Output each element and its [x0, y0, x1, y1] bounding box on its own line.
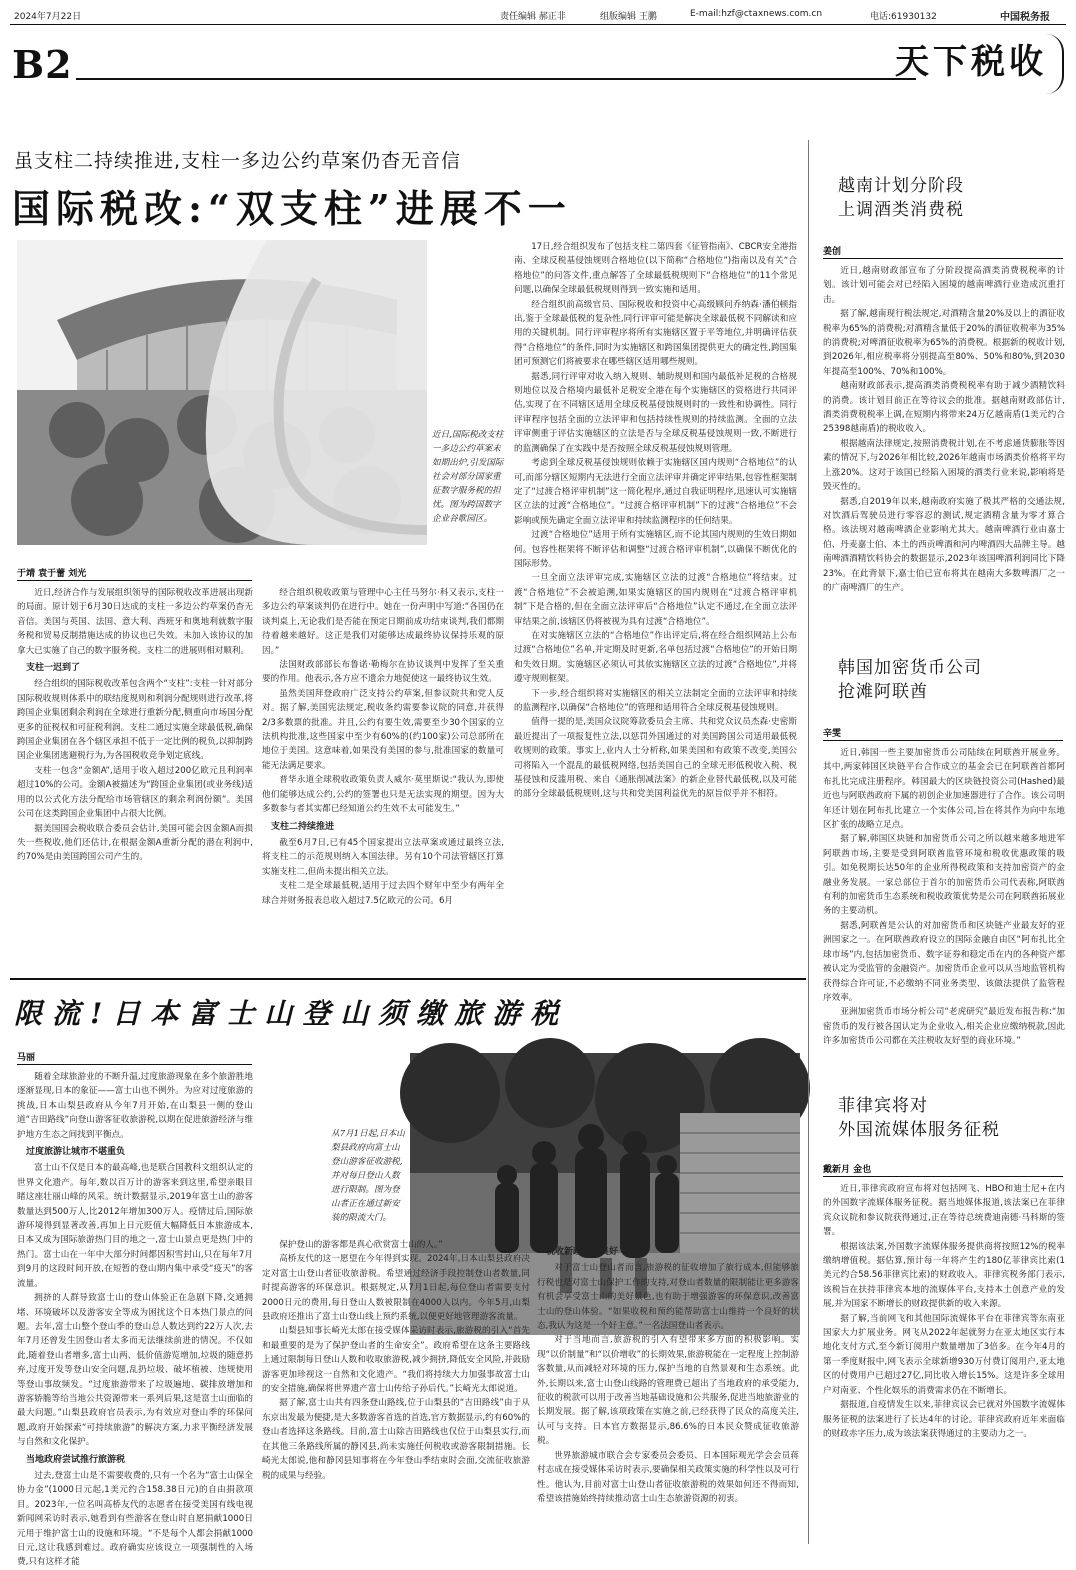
paragraph: 近日,菲律宾政府宣布将对包括网飞、HBO和迪士尼+在内的外国数字流媒体服务征税。据当地媒体报道,该法案已在菲律宾众议院和参议院获得通过,正在等待总统费迪南德·马科斯的签署。: [823, 1184, 1065, 1238]
newspaper-name: 中国税务报: [1000, 12, 1050, 23]
paragraph: 截至6月7日,已有45个国家提出立法草案或通过最终立法,将支柱二的示范规则纳入本国法律。另有10个司法管辖区打算实施支柱二,但尚未提出相关立法。: [262, 837, 504, 877]
paragraph: 近日,越南财政部宣布了分阶段提高酒类消费税税率的计划。该计划可能会对已经陷入困境的越南啤酒行业造成沉重打击。: [823, 266, 1065, 305]
responsible-editor: 责任编辑 郝正非: [500, 12, 566, 22]
sidebar-2-body: [823, 746, 1065, 1076]
article2-column-3: [537, 1242, 799, 1544]
paragraph: 经合组织的国际税收改革包含两个“支柱”:支柱一针对部分国际税收规则体系中的联结度规则和利润分配规则进行改革,将跨国企业集团剩余利润在全球进行重新分配,侧重向市场国分配更多的征税权和可征税利润。支柱二通过实施全球最低税,确保跨国企业集团在各个辖区承担不低于一定比例的税负,以抑制跨国企业集团逃避税行为,为各国税收竞争划定底线。: [17, 679, 253, 762]
paragraph: 拥挤的人群导致富士山的登山体验正在急剧下降,交通拥堵、环境破坏以及游客安全等成为困扰这个日本热门景点的问题。去年,富士山整个登山季的登山总人数达到约22万人次,去年7月还曾发生因登山者太多而无法继续前进的情况。不仅如此,随着登山者增多,富士山两、低价值游览增加,垃圾的随意扔弃,过度开发等登山安全问题,乱扔垃圾、破坏植被、违规使用等登山事故频发。“过度旅游带来了垃圾遍地、碳排放增加和游客娇脆等给当地公共资源带来一系列后果,这是富士山面临的最大问题。”山梨县政府官员表示,为有效应对登山季的环保问题,政府开始探索“可持续旅游”的解决方案,力求平衡经济发展与自然和文化保护。: [17, 1293, 253, 1448]
sidebar-1-title-line2: 上调酒类消费税: [838, 200, 964, 220]
article2-subhead-3: 税收新政收效良好: [546, 1247, 619, 1257]
masthead-rule: [10, 24, 1066, 25]
sidebar-divider: [808, 140, 809, 1544]
section-title: 天下税收: [895, 42, 1047, 82]
paragraph: 过渡“合格地位”适用于所有实施辖区,而不论其国内规则的生效日期如何。包容性框架将不断评估和调整“过渡合格评审机制”,以确保不断优化的国际形势。: [514, 530, 797, 569]
paragraph: 据悉,阿联酋是公认的对加密货币和区块链产业最友好的亚洲国家之一。在阿联酋政府设立的国际金融自由区“阿布扎比全球市场”内,包括加密货币、数字证券和稳定币在内的各种资产都被认定为受监管的金融资产。加密货币企业可以从当地监管机构获得综合许可证,不必缴纳不同业务类型、该做法提供了监管程序效率。: [823, 920, 1065, 1003]
byline-rule: [823, 740, 1063, 741]
paragraph: 据了解,越南现行税法规定,对酒精含量20%及以上的酒征收税率为65%的消费税;对酒精含量低于20%的酒征收税率为35%的消费税;对啤酒征收税率为65%的消费税。根据新的税收计划,到2026年,相应税率将分别提高至80%、50%和80%,到2030年提高至100%、70%和100%。: [823, 309, 1065, 377]
issue-date: 2024年7月22日: [14, 12, 82, 22]
paragraph: 高桥友代的这一愿望在今年得到实现。2024年,日本山梨县政府决定对富士山登山者征收旅游税。希望通过经济手段控制登山者数量,同时提高游客的环保意识。根据规定,从7月1日起,每位登山者需要支付2000日元的费用,每日登山人数被限制在4000人以内。今年5月,山梨县政府还推出了富士山登山线上预约系统,以便更好地管理游客流量。: [262, 1254, 530, 1323]
campus-photo-illustration: [17, 240, 427, 545]
paragraph: 据了解,富士山共有四条登山路线,位于山梨县的“吉田路线”由于从东京出发最为便捷,是大多数游客首选的首选,官方数据显示,约有60%的登山者选择这条路线。目前,富士山除吉田路线也仅位于山梨县实行,而在其他三条路线所属的静冈县,尚未实施任何税收或游客限制措施。长崎光太郎说,他和静冈县知事将在今年登山季结束时会面,交流征收旅游税的成果与经验。: [262, 1398, 530, 1481]
article1-byline: 于靖 袁于蕾 刘光: [17, 569, 87, 579]
sidebar-2-byline: 辛雯: [823, 729, 842, 739]
article1-subhead-2: 支柱二持续推进: [271, 821, 335, 832]
sidebar-3-title-line2: 外国流媒体服务征税: [838, 1120, 1000, 1140]
paragraph: 随着全球旅游业的不断升温,过度旅游现象在多个旅游胜地逐渐显现,日本的象征——富士山也不例外。为应对过度旅游的挑战,日本山梨县政府从今年7月开始,在山梨县一侧的登山道“吉田路线”向登山游客征收旅游税,以期在促进旅游经济与维护地方生态之间找到平衡点。: [17, 1072, 253, 1140]
paragraph: 下一步,经合组织将对实施辖区的相关立法制定全面的立法评审和持续的监测程序,以确保“合格地位”的管理和适用符合全球反税基侵蚀规则。: [514, 688, 797, 713]
byline-rule: [823, 258, 1063, 259]
article2-subhead-2: 当地政府尝试推行旅游税: [26, 1454, 126, 1465]
paragraph: 据了解,当前网飞和其他国际流媒体平台在菲律宾等东南亚国家大力扩展业务。网飞从2022年起就努力在亚太地区实行本地化支付方式,至今新订阅用户数量增加了3倍多。在今年4月的第一季度财报中,网飞表示全球新增930万付费订阅用户,亚太地区的付费用户已超过27亿,同比收入增长15%。这是许多全球用户对南亚、个性化娱乐的消费需求仍在不断增长。: [823, 1313, 1065, 1396]
paragraph: 在对实施辖区立法的“合格地位”作出评定后,将在经合组织网站上公布过渡“合格地位”名单,并定期及时更新,名单包括过渡“合格地位”的开始日期和失效日期。实施辖区必须认可其依实施辖区立法的过渡“合格地位”,并将遵守规则框架。: [514, 630, 797, 685]
article1-headline: 国际税改:“双支柱”进展不一: [12, 186, 572, 231]
article-divider: [10, 978, 806, 980]
paragraph: 对于富士山登山者而言,旅游税的征收增加了旅行成本,但能够旅行税也是对富士山保护工作的支持,对登山者数量的限制能让更多游客有机会享受富士山的美好景色,也有助于增强游客的环保意识,改善富士山的登山体验。“如果收税和预约能帮助富士山维持一个良好的状态,我认为这是一个好主意。”一名法国登山者表示。: [537, 1263, 799, 1332]
paragraph: 支柱一包含“金额A”,适用于收入超过200亿欧元且利润率超过10%的公司。金额A被描述为“跨国企业集团(或业务线)适用的以公式化方法分配给市场管辖区的剩余利润份额”。美国公司在这类跨国企业集团中占很大比例。: [17, 765, 253, 820]
google-campus-photo: [17, 240, 427, 545]
sidebar-3-byline: 戴新月 金也: [823, 1165, 872, 1175]
paragraph: 越南财政部表示,提高酒类消费税税率有助于减少酒精饮料的消费。该计划目前正在等待议会的批准。据越南财政部估计,酒类消费税税率上调,在短期内将带来24万亿越南盾(1美元约合25398越南盾)的税收收入。: [823, 381, 1065, 435]
paragraph: 富士山不仅是日本的最高峰,也是联合国教科文组织认定的世界文化遗产。每年,数以百万计的游客来到这里,希望亲眼目睹这座壮丽山峰的风采。统计数据显示,2019年富士山的游客数量达到500万人,比2012年增加300万人。疫情过后,国际旅游环境得到显著改善,再加上日元贬值大幅降低日本旅游成本,日本又成为国际旅游热门目的地之一,富士山景点更是热门中的热门。富士山在一年中大部分时间都因积雪封山,只在每年7月到9月的这段时间开放,在短暂的登山期内集中承受“疫天”的客流量。: [17, 1163, 253, 1289]
paragraph: 对于当地而言,旅游税的引入有望带来多方面的积极影响。实现“以价制量”和“以价增收”的长期效果,旅游税能在一定程度上控制游客数量,从而减轻对环境的压力,保护当地的自然景观和生态系统。此外,长期以来,富士山登山线路的管理费已超出了当地政府的承受能力,征收的税款可以用于改善当地基础设施和公共服务,促进当地旅游业的长期发展。据了解,该项政策在实施之前,已经获得了民众的高度关注,认可与支持。日本官方数据显示,86.6%的日本民众赞成征收旅游税。: [537, 1335, 799, 1447]
sidebar-1-body: [823, 264, 1065, 636]
article2-subhead-1: 过度旅游让城市不堪重负: [26, 1147, 126, 1158]
editor-email: E-mail:hzf@ctaxnews.com.cn: [690, 9, 823, 19]
paragraph: 一旦全面立法评审完成,实施辖区立法的过渡“合格地位”将结束。过渡“合格地位”不会被追溯,如果实施辖区的国内规则在“过渡合格评审机制”下是合格的,但在全面立法评审后“合格地位”认定不通过,在全面立法评审结果之前,该辖区仍将被视为具有过渡“合格地位”。: [514, 573, 797, 627]
paragraph: 普华永道全球税收政策负责人威尔·莫里斯说:“我认为,即使他们能够达成公约,公约的签署也只是无法实现的期望。因为大多数参与者其实都已经知道公约生效不太可能发生。”: [262, 775, 504, 815]
paragraph: 据了解,韩国区块链和加密货币公司之所以越来越多地进军阿联酋市场,主要是受到阿联酋监管环境和税收优惠政策的吸引。如免税期长达50年的企业所得税政策和支持加密资产的金融业务发展。一家总部位于首尔的加密货币公司代表称,阿联酋有利的加密货币生态系统和税收政策优势是公司在阿联酋拓展业务的主要动机。: [823, 834, 1065, 917]
article1-column-2: [262, 586, 504, 964]
paragraph: 近日,经济合作与发展组织领导的国际税收改革进展出现新的局面。原计划于6月30日达成的支柱一多边公约草案仍杳无音信。美国与英国、法国、意大利、西班牙和奥地利就数字服务税和贸易反制措施达成的协议也已失效。未加入该协议的加拿大已实施了自己的数字服务税。支柱二的进展则相对顺利。: [17, 588, 253, 656]
sidebar-2-title-line2: 抢滩阿联酋: [838, 682, 928, 702]
paragraph: 保护登山的游客都是真心欣赏富士山的人。”: [279, 1240, 443, 1250]
article2-column-1: [17, 1070, 253, 1568]
paragraph: 过去,登富士山是不需要收费的,只有一个名为“富士山保全协力金”(1000日元起,1美元约合158.38日元)的自由捐款项目。2023年,一位名叫高桥友代的志愿者在接受美国有线电视新闻网采访时表示,她看到有些游客在登山时自愿捐献1000日元用于维护富士山的设施和环境。“不是每个人都会捐献1000日元,这让我感到难过。政府确实应该设立一项强制性的入场费,只有这样才能: [17, 1470, 253, 1568]
paragraph: 考虑到全球反税基侵蚀规则依赖于实施辖区国内规则“合格地位”的认可,而部分辖区短期内无法进行全面立法评审并确定评审结果,包容性框架制定了“过渡合格评审机制”这一简化程序,通过自我证明程序,迅速认可实施辖区立法的过渡“合格地位”。“过渡合格评审机制”下的过渡“合格地位”不会影响或预先确定全面立法评审和持续监测程序的任何结果。: [514, 458, 797, 526]
paragraph: 山梨县知事长崎光太郎在接受媒体采访时表示,旅游税的引入“首先和最重要的是为了保护登山者的生命安全”。政府希望在这条主要路线上通过限制每日登山人数和收取旅游税,减少拥挤,降低安全风险,并鼓励游客更加珍视这一自然和文化遗产。“我们将持续大力加强事故富士山的安全措施,确保将世界遗产富士山传给子孙后代。”长崎光太郎说道。: [262, 1326, 530, 1395]
paragraph: 近日,韩国一些主要加密货币公司陆续在阿联酋开展业务。其中,两家韩国区块链平台合作成立的基金会已在阿联酋首都阿布扎比完成注册程序。韩国最大的区块链投资公司(Hashed)最近也与阿联酋政府下属的初创企业加速器进行了合作。该公司明年还计划在阿布扎比建立一个实体公司,旨在将其作为向中东地区扩张的战略立足点。: [823, 748, 1065, 831]
editor-phone: 电话:61930132: [870, 12, 937, 22]
article1-kicker: 虽支柱二持续推进,支柱一多边公约草案仍杳无音信: [14, 150, 462, 172]
paragraph: 支柱二是全球最低税,适用于过去四个财年中至少有两年全球合并财务报表总收入超过7.5亿欧元的公司。6月: [262, 881, 504, 906]
byline-rule: [17, 1064, 252, 1065]
article2-photo-caption: 从7月1日起,日本山梨县政府向富士山登山游客征收游税,并对每日登山人数进行限制。图为登山者正在通过新安装的限流大门。: [331, 1129, 405, 1223]
paragraph: 虽然美国拜登政府广泛支持公约草案,但参议院共和党人反对。据了解,美国宪法规定,税收条约需要参议院的同意,并获得2/3多数票的批准。并且,公约有要生效,需要至少30个国家的立法机构批准,这些国家中至少有60%的(约100家)公司总部所在地位于美国。这意味着,如果没有美国的参与,批准国家的数量可能无法满足要求。: [262, 688, 504, 771]
section-ornament: [1046, 34, 1064, 94]
paragraph: 法国财政部部长布鲁诺·勒梅尔在协议谈判中发挥了至关重要的作用。他表示,各方应不遗余力地促使这一最终协议生效。: [262, 660, 504, 685]
article1-subhead-1: 支柱一迟到了: [26, 663, 81, 674]
paragraph: 根据该法案,外国数字流媒体服务提供商将按照12%的税率缴纳增值税。据估算,预计每一年将产生约180亿菲律宾比索(1美元约合58.56菲律宾比索)的财政收入。菲律宾税务部门表示,该税旨在扶持菲律宾本地的流媒体平台,支持本土创意产业的发展,并为国家不断增长的财政提供新的收入来源。: [823, 1241, 1065, 1310]
sidebar-1-title-line1: 越南计划分阶段: [838, 176, 964, 196]
article1-column-3: [514, 240, 797, 964]
paragraph: 世界旅游城市联合会专家委员会委员、日本国际观光学会会员蒋村志成在接受媒体采访时表示,要确保相关政策实施的科学性以及可行性。他认为,目前对富士山登山者征收旅游税的效果如何还不得而知,希望该措施始终持续推动富士山生态旅游资源的初衷。: [537, 1450, 799, 1504]
sidebar-1-byline: 姜创: [823, 247, 842, 257]
article2-headline: 限流!日本富士山登山须缴旅游税: [14, 997, 569, 1030]
article1-photo-caption: 近日,国际税改支柱一多边公约草案未如期出炉,引发国际社会对部分国家重征数字服务税的担忧。图为跨国数字企业谷歌园区。: [432, 430, 504, 524]
paragraph: 根据越南法律规定,按照消费税计划,在不考虑通货膨胀等因素的情况下,与2026年相比较,2026年越南市场酒类价格将平均上涨20%。这对于该国已经陷入困境的酒类行业来说,影响将是毁灭性的。: [823, 438, 1065, 493]
paragraph: 据报道,自疫情发生以来,菲律宾议会已就对外国数字流媒体服务征税的法案进行了长达4年的讨论。菲律宾政府近年来面临的财政赤字压力,成为该法案获得通过的主要动力之一。: [823, 1400, 1065, 1439]
article2-column-2: [262, 1238, 530, 1544]
layout-editor: 组版编辑 王鹏: [600, 12, 657, 22]
byline-rule: [17, 580, 252, 581]
paragraph: 经合组织税收政策与管理中心主任马努尔·科又表示,支柱一多边公约草案谈判仍在进行中。她在一份声明中写道:“各国仍在谈判桌上,无论我们是否能在预定日期前成功结束谈判,我们都期待着越来越好。这正是我们对能够达成最终协议保持乐观的原因。”: [262, 588, 504, 656]
paragraph: 17日,经合组织发布了包括支柱二第四套《征管指南》、CBCR安全港指南、全球反税基侵蚀规则合格地位(以下简称“合格地位”)指南以及有关“合格地位”的问答文件,重点解答了全球最低税规则下“合格地位”的11个常见问题,以确保全球最低税规则得到一致实施和适用。: [514, 242, 797, 296]
paragraph: 据美国国会税收联合委员会估计,美国可能会因金额A而损失一些税收,他们还估计,在根据金额A重新分配的潜在利润中,约70%是由美国跨国公司产生的。: [17, 823, 253, 863]
sidebar-3-title-line1: 菲律宾将对: [838, 1096, 928, 1116]
byline-rule: [823, 1176, 1063, 1177]
paragraph: 据悉,自2019年以来,越南政府实施了极其严格的交通法规,对饮酒后驾驶员进行零容忍的测试,规定酒精含量为零才算合格。该法规对越南啤酒企业影响尤其大。越南啤酒行业由嘉士伯、丹麦嘉士伯、本土的西贡啤酒和河内啤酒四大品牌主导。越南啤酒酒精饮料协会的数据显示,2023年该国啤酒利润同比下降23%。在此背景下,嘉士伯已宣布将其在越南大多数啤酒厂之一的广南啤酒厂的生产。: [823, 496, 1065, 593]
paragraph: 值得一提的是,美国众议院筹款委员会主席、共和党众议员杰森·史密斯最近提出了一项报复性立法,以惩罚外国通过的对美国跨国公司适用最低税收规则的政策。事实上,业内人士分析称,如果美国和有政策不改变,美国公司将陷入一个混乱的最低税网络,包括美国自己的全球无形低税收入税、税基侵蚀和反滥用税、来自《通胀削减法案》的新企业替代最低税,以及可能的部分全球最低税规则,这与共和党美国利益优先的原旨似乎并不相符。: [514, 717, 797, 800]
article1-column-1: [17, 586, 253, 964]
paragraph: 经合组织前高级官员、国际税收和投资中心高级顾问乔纳森·潘伯顿指出,鉴于全球最低税的复杂性,同行评审可能是解决全球最低税不同解读和应用的关键机制。同行评审程序将所有实施辖区置于平等地位,并明确评估获得“合格地位”的条件,同时为实施辖区和跨国集团提供更大的确定性,跨国集团可预测它们将被要求在哪些辖区适用哪些规则。: [514, 299, 797, 368]
sidebar-2-title-line1: 韩国加密货币公司: [838, 658, 982, 678]
page-code: B2: [12, 42, 73, 87]
section-rule: [76, 78, 916, 80]
paragraph: 据悉,同行评审对收入纳入规则、辅助规则和国内最低补足税的合格规则地位以及合格境内最低补足税安全港在每个实施辖区的资格进行共同评估,实现了在不同辖区适用全球反税基侵蚀规则时的一致性和协调性。同行评审程序包括全面的立法评审和包括持续性规则的持续监测。全面的立法评审侧重于评估实施辖区的立法是否与全球反税基侵蚀规则一致,不断进行的监测确保了在实践中是否按照全球反税基侵蚀规则管理。: [514, 371, 797, 454]
sidebar-3-body: [823, 1182, 1065, 1544]
article2-byline: 马丽: [17, 1053, 36, 1063]
paragraph: 亚洲加密货币市场分析公司“老虎研究”最近发布报告称:“加密货币的发行被各国认定为企业收入,相关企业应缴纳税款,因此许多加密货币公司都在关注税收友好型的商业环境。”: [823, 1007, 1065, 1047]
